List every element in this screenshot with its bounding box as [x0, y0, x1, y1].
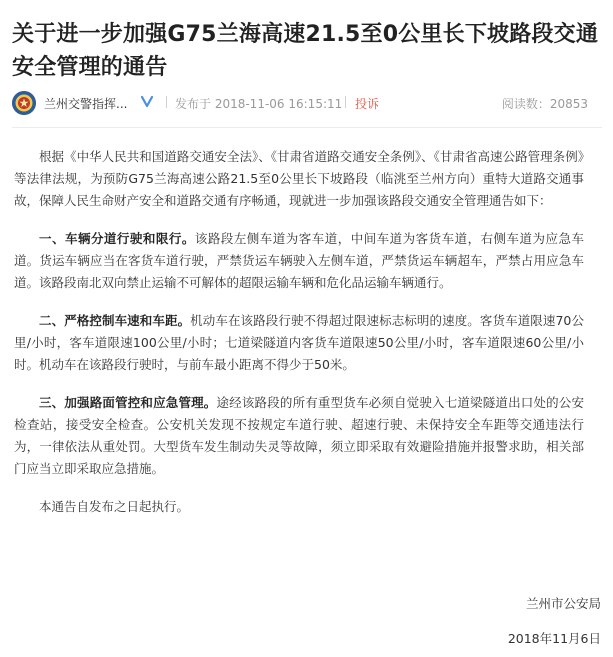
police-emblem-icon[interactable] [12, 91, 36, 115]
article-body [14, 146, 584, 518]
article-title: 关于进一步加强G75兰海高速21.5至0公里长下坡路段交通安全管理的通告 [12, 22, 599, 80]
header-divider [12, 127, 602, 128]
issue-date: 2018年11月6日 [507, 631, 601, 646]
section-2-paragraph [14, 310, 584, 376]
intro-paragraph [14, 146, 584, 212]
meta-divider [166, 96, 167, 108]
intro-text: 根据《中华人民共和国道路交通安全法》、《甘肃省道路交通安全条例》、《甘肃省高速公路管理条例》等法律法规，为预防G75兰海高速公路21.5至0公里长下坡路段（临洮至兰州方向）重特大道路交通事故，保障人民生命财产安全和道路交通有序畅通，现就进一步加强该路段交通安全管理通告如下： [14, 149, 584, 208]
report-link[interactable]: 投诉 [355, 97, 380, 111]
closing-paragraph [14, 496, 584, 518]
signature: 兰州市公安局 [525, 596, 601, 611]
meta-divider [345, 96, 346, 108]
publish-time: 发布于 2018-11-06 16:15:11 [175, 97, 343, 111]
section-1-text: 该路段左侧车道为客车道，中间车道为客货车道，右侧车道为应急车道。货运车辆应当在客货车道行驶，严禁货运车辆驶入左侧车道，严禁货运车辆超车，严禁占用应急车道。该路段南北双向禁止运输不可解体的超限运输车辆和危化品运输车辆通行。 [14, 231, 584, 290]
read-count: 阅读数：20853 [501, 97, 588, 111]
section-2-text: 机动车在该路段行驶不得超过限速标志标明的速度。客货车道限速70公里/小时，客车道限速100公里/小时；七道梁隧道内客货车道限速50公里/小时，客车道限速60公里/小时。机动车在该路段行驶时，与前车最小距离不得少于50米。 [14, 313, 584, 372]
section-1-paragraph [14, 228, 584, 294]
article-meta [12, 90, 602, 116]
section-3-text: 途经该路段的所有重型货车必须自觉驶入七道梁隧道出口处的公安检查站，接受安全检查。公安机关发现不按规定车道行驶、超速行驶、未保持安全车距等交通违法行为，一律依法从重处罚。大型货车发生制动失灵等故障，须立即采取有效避险措施并报警求助，相关部门应当立即采取应急措施。 [14, 395, 584, 476]
closing-text: 本通告自发布之日起执行。 [39, 499, 190, 514]
author-name[interactable]: 兰州交警指挥... [44, 97, 128, 111]
section-2-heading: 二、严格控制车速和车距。 [39, 313, 191, 328]
verified-v-icon [140, 94, 154, 108]
section-3-paragraph [14, 392, 584, 480]
section-3-heading: 三、加强路面管控和应急管理。 [39, 395, 217, 410]
section-1-heading: 一、车辆分道行驶和限行。 [39, 231, 195, 246]
